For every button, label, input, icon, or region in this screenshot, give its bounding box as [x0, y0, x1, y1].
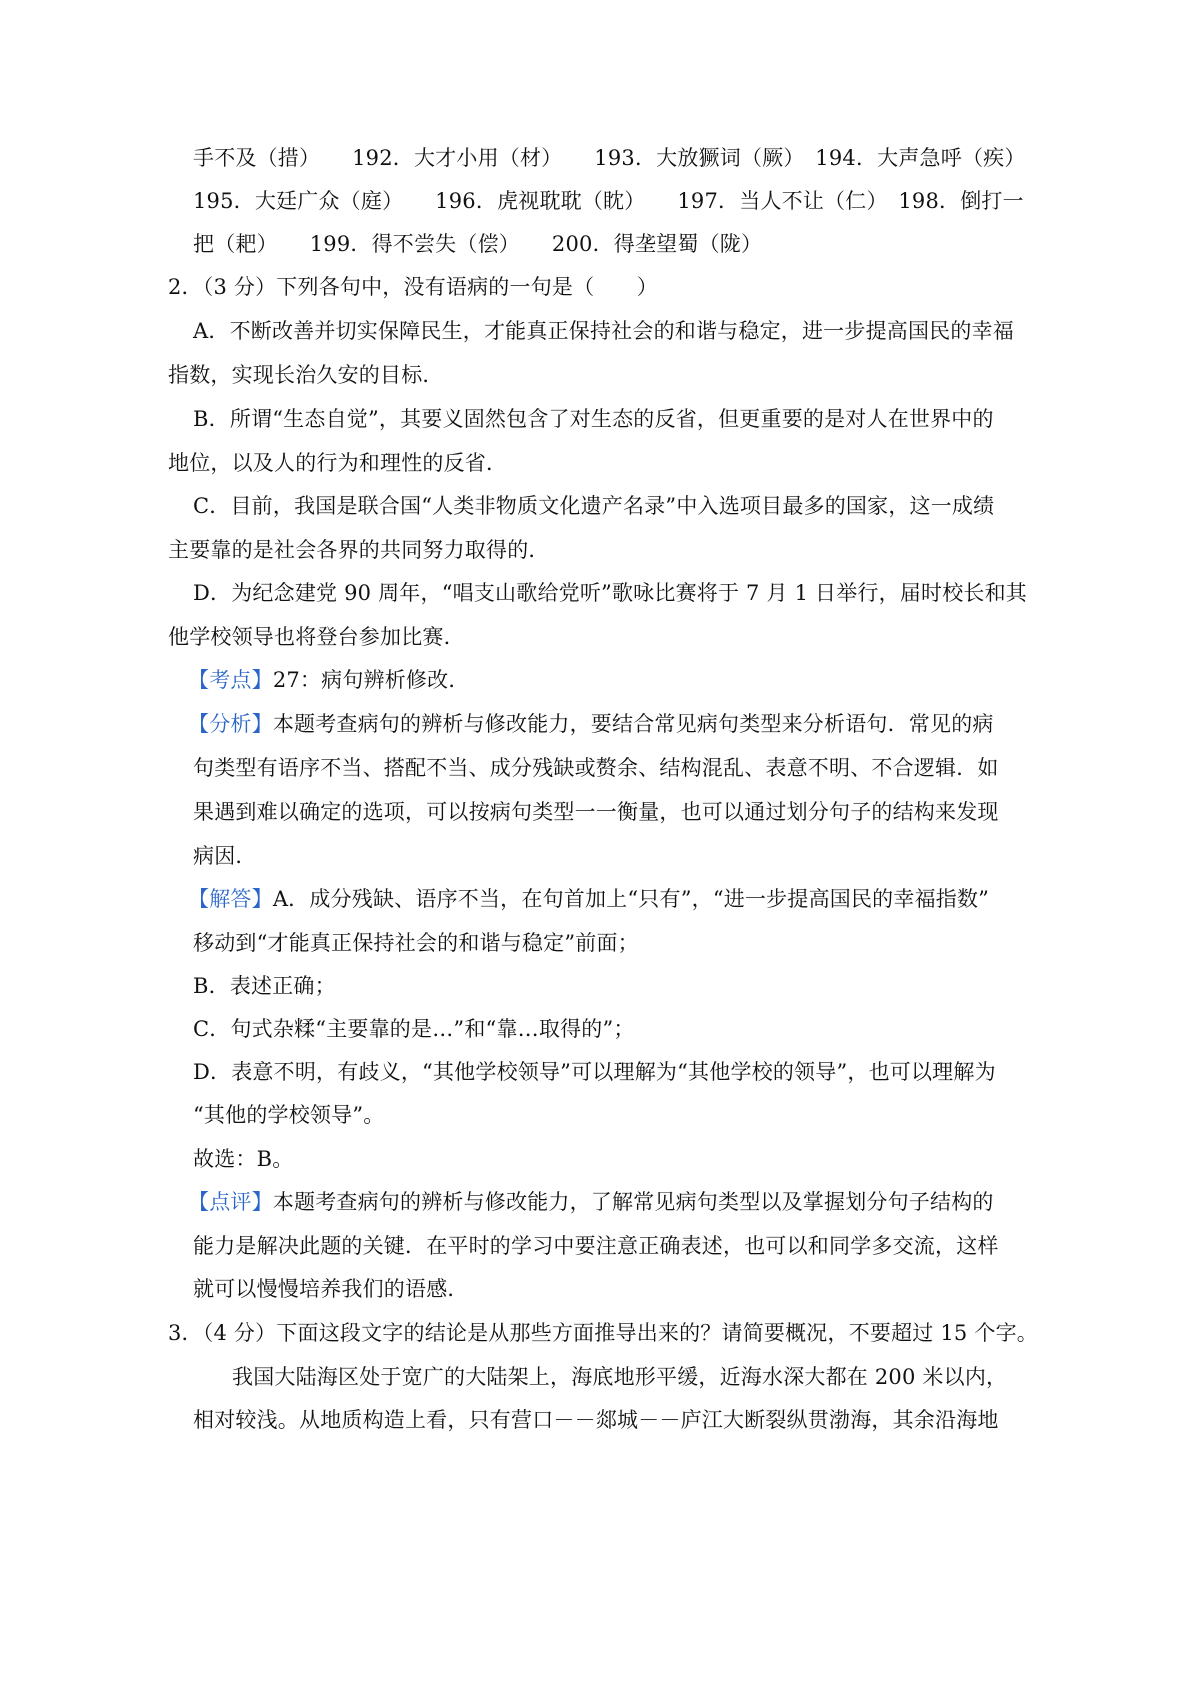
kaodian	[188, 665, 470, 695]
option-d: D．为纪念建党 90 周年，“唱支山歌给党听”歌咏比赛将于 7 月 1 日举行，届时校长和其	[193, 581, 1028, 605]
fenxi	[188, 709, 994, 739]
passage-line: 相对较浅。从地质构造上看，只有营口－－郯城－－庐江大断裂纵贯渤海，其余沿海地	[193, 1408, 999, 1432]
jieda-text: A．成分残缺、语序不当，在句首加上“只有”，“进一步提高国民的幸福指数”	[272, 887, 990, 911]
option-b-cont: 地位，以及人的行为和理性的反省．	[168, 451, 508, 475]
option-c-cont: 主要靠的是社会各界的共同努力取得的．	[168, 538, 550, 562]
dianping-tag: 【点评】	[188, 1190, 273, 1214]
option-b: B．所谓“生态自觉”，其要义固然包含了对生态的反省，但更重要的是对人在世界中的	[193, 407, 994, 431]
passage-line: 我国大陆海区处于宽广的大陆架上，海底地形平缓，近海水深大都在 200 米以内，	[232, 1365, 1008, 1389]
fenxi-cont: 果遇到难以确定的选项，可以按病句类型一一衡量，也可以通过划分句子的结构来发现	[193, 800, 999, 824]
dianping-cont: 就可以慢慢培养我们的语感．	[193, 1277, 469, 1301]
jieda-cont: C．句式杂糅“主要靠的是…”和“靠…取得的”；	[193, 1017, 635, 1041]
dianping	[188, 1187, 994, 1217]
jieda-cont: 移动到“才能真正保持社会的和谐与稳定”前面；	[193, 931, 639, 955]
jieda-cont: “其他的学校领导”。	[193, 1103, 385, 1127]
text-line: 195．大廷广众（庭） 196．虎视耽耽（眈） 197．当人不让（仁） 198．倒打一	[193, 189, 1024, 213]
question-2-stem: 2．（3 分）下列各句中，没有语病的一句是（ ）	[168, 275, 658, 299]
kaodian-text: 27：病句辨析修改．	[272, 668, 470, 692]
question-3-stem: 3．（4 分）下面这段文字的结论是从那些方面推导出来的？请简要概况，不要超过 15 个字。	[168, 1321, 1038, 1345]
option-c: C．目前，我国是联合国“人类非物质文化遗产名录”中入选项目最多的国家，这一成绩	[193, 494, 995, 518]
jieda-tag: 【解答】	[188, 887, 273, 911]
text-line: 手不及（措） 192．大才小用（材） 193．大放獗词（厥） 194．大声急呼（疾）	[193, 146, 1026, 170]
jieda-cont: D．表意不明，有歧义，“其他学校领导”可以理解为“其他学校的领导”，也可以理解为	[193, 1060, 996, 1084]
jieda-cont: B．表述正确；	[193, 974, 336, 998]
kaodian-tag: 【考点】	[188, 668, 273, 692]
text-line: 把（耙） 199．得不尝失（偿） 200．得垄望蜀（陇）	[193, 232, 763, 256]
option-a-cont: 指数，实现长治久安的目标．	[168, 363, 444, 387]
dianping-text: 本题考查病句的辨析与修改能力，了解常见病句类型以及掌握划分句子结构的	[272, 1190, 994, 1214]
option-d-cont: 他学校领导也将登台参加比赛．	[168, 625, 465, 649]
fenxi-cont: 病因．	[193, 844, 257, 868]
dianping-cont: 能力是解决此题的关键．在平时的学习中要注意正确表述，也可以和同学多交流，这样	[193, 1234, 999, 1258]
jieda	[188, 884, 989, 914]
answer-choice: 故选：B。	[193, 1147, 294, 1171]
fenxi-cont: 句类型有语序不当、搭配不当、成分残缺或赘余、结构混乱、表意不明、不合逻辑．如	[193, 756, 999, 780]
fenxi-text: 本题考查病句的辨析与修改能力，要结合常见病句类型来分析语句．常见的病	[272, 712, 994, 736]
option-a: A．不断改善并切实保障民生，才能真正保持社会的和谐与稳定，进一步提高国民的幸福	[193, 319, 1014, 343]
fenxi-tag: 【分析】	[188, 712, 273, 736]
